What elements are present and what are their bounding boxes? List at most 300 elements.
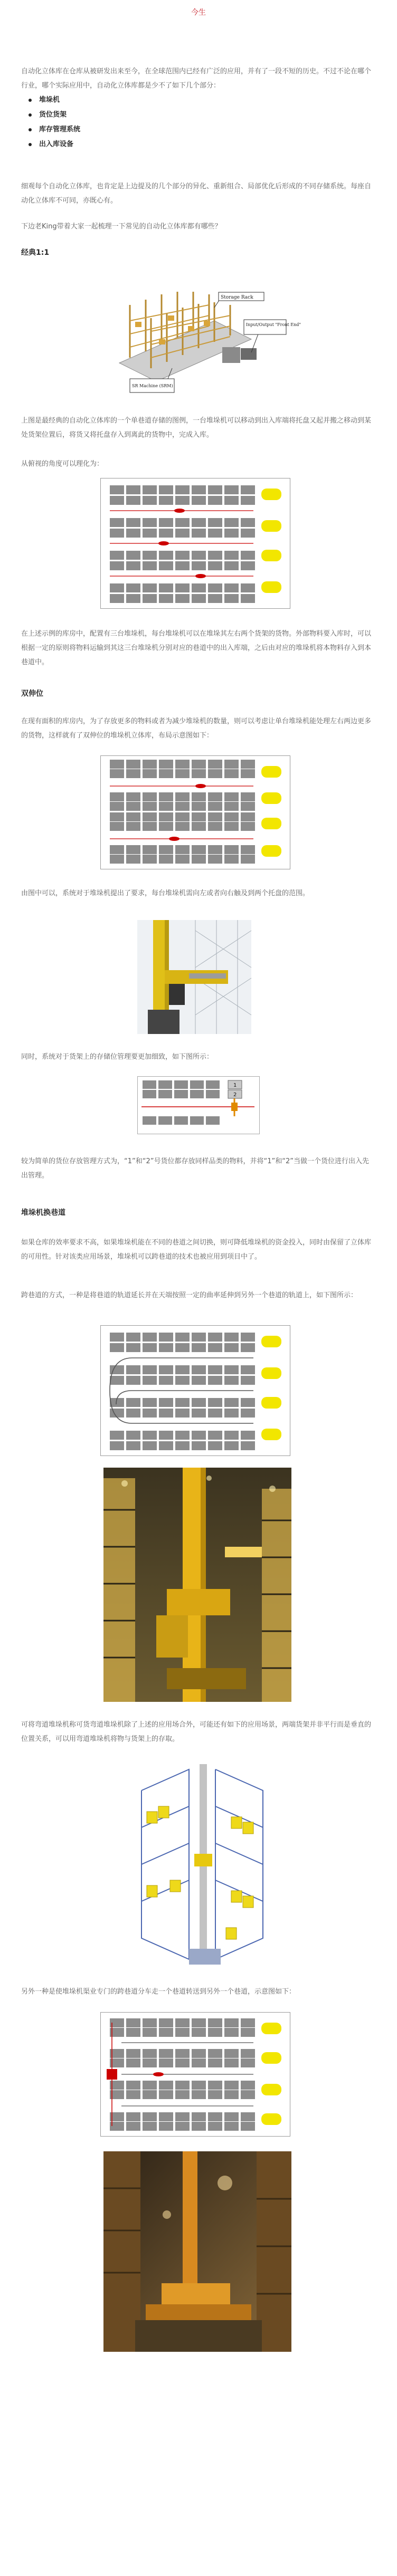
storage-slot [241,485,255,494]
storage-slot [192,485,206,494]
storage-slot [208,561,222,570]
storage-slot [143,496,157,505]
storage-slot [143,2018,157,2027]
storage-slot [241,583,255,592]
storage-slot [192,551,206,560]
storage-slot [143,2112,157,2121]
storage-slot [208,1431,222,1440]
storage-slot [224,792,239,801]
storage-slot [110,845,124,854]
storage-slot [159,551,173,560]
storage-slot [175,561,190,570]
storage-slot [241,2081,255,2090]
storage-slot [192,1376,206,1385]
storage-slot [143,2049,157,2058]
storage-slot [159,802,173,811]
storage-slot [126,2058,140,2067]
storage-slot [110,594,124,603]
storage-slot [143,845,157,854]
storage-slot [224,2058,239,2067]
storage-slot [126,1431,140,1440]
storage-slot [224,1365,239,1374]
list-item: 货位货架 [21,108,80,122]
storage-slot [159,1333,173,1342]
storage-slot [192,2028,206,2037]
storage-slot [143,855,157,864]
storage-slot [224,1398,239,1407]
storage-slot [208,792,222,801]
storage-slot [159,822,173,831]
storage-slot [224,802,239,811]
storage-slot [143,1333,157,1342]
king-paragraph: 下边老King带着大家一起梳理一下常见的自动化立体库都有哪些？ [21,223,222,231]
storage-slot [126,1441,140,1450]
double-deep-topview-figure [100,755,290,869]
storage-slot [159,1441,173,1450]
storage-slot [241,2122,255,2131]
storage-slot [192,1409,206,1418]
storage-slot [224,518,239,527]
storage-slot [175,529,190,538]
storage-slot [126,812,140,821]
fork-paragraph: 由图中可以，系统对于堆垛机提出了要求，每台堆垛机需向左或者向右触及到两个托盘的范围。 [21,889,310,897]
storage-slot [175,1343,190,1352]
storage-slot [241,760,255,769]
system-paragraph: 在上述示例的库房中，配置有三台堆垛机，每台堆垛机可以在堆垛其左右两个货架的货物。外部物料要入库时，可以根据一定的原则将物料运输到其这三台堆垛机分别对应的巷道中的出入库端，之后由对应的堆垛机将本物料存入到本巷道中。 [21,630,372,666]
storage-slot [175,2028,190,2037]
storage-slot [241,855,255,864]
storage-slot [192,812,206,821]
storage-slot [159,812,173,821]
curved-aisle-topview-figure [100,1325,290,1456]
storage-slot [192,2122,206,2131]
storage-slot [208,1365,222,1374]
storage-slot [126,1376,140,1385]
storage-slot [241,529,255,538]
storage-slot [126,1343,140,1352]
storage-slot [175,496,190,505]
storage-slot [208,769,222,778]
storage-slot [159,2112,173,2121]
storage-slot [175,2122,190,2131]
storage-slot [192,1441,206,1450]
storage-slot [159,2090,173,2099]
storage-slot [241,845,255,854]
storage-slot [159,485,173,494]
storage-slot [241,1441,255,1450]
storage-slot [192,822,206,831]
shuttle-paragraph: 另外一种是使堆垛机渠业专门的跨巷道分车走一个巷道转送到另外一个巷道，示意图如下： [21,1988,296,1996]
storage-slot [192,845,206,854]
storage-slot [159,1431,173,1440]
storage-slot [241,769,255,778]
storage-slot [192,769,206,778]
storage-slot [126,760,140,769]
storage-slot [208,518,222,527]
storage-slot [208,1333,222,1342]
storage-slot [143,802,157,811]
top-view-paragraph: 从俯视的角度可以理化为： [21,460,104,468]
storage-slot [208,845,222,854]
io-station-label: Input/Output "Front End" [246,322,301,327]
storage-slot [126,855,140,864]
storage-slot [224,2018,239,2027]
double-deep-layout [100,755,290,869]
storage-slot [143,583,157,592]
storage-slot [126,845,140,854]
fork-location-paragraph: 同时，系统对于货架上的存储位管理要更加细致，如下图所示： [21,1053,214,1061]
storage-slot [126,2122,140,2131]
storage-slot [208,529,222,538]
transfer-car-layout [100,2012,290,2137]
storage-slot [143,812,157,821]
storage-slot [241,812,255,821]
storage-slot [110,583,124,592]
storage-slot [143,2028,157,2037]
storage-slot [110,769,124,778]
storage-slot [208,855,222,864]
slot-labels-paragraph: 较为简单的货位存放管理方式为，“1”和“2”号货位都存放同样品类的物料，并将“1”和“2”当做一个货位进行出入先出管理。 [21,1157,369,1180]
storage-slot [110,1343,124,1352]
storage-slot [126,2049,140,2058]
storage-slot [192,2090,206,2099]
classic-paragraph: 上图是最经典的自动化立体库的一个单巷道存储的图例，一台堆垛机可以移动到出入库端将托盘又起并搬之移动到某处货架位置后，将货又将托盘存入到离此的货物中，完成入库。 [21,417,372,439]
storage-slot [159,2028,173,2037]
storage-slot [208,2018,222,2027]
storage-slot [192,1343,206,1352]
storage-slot [192,2049,206,2058]
storage-slot [241,594,255,603]
storage-slot [241,2112,255,2121]
storage-slot [110,1441,124,1450]
storage-slot [175,822,190,831]
storage-slot [126,822,140,831]
storage-slot [192,518,206,527]
storage-slot [110,529,124,538]
storage-slot [241,1365,255,1374]
storage-slot [192,2018,206,2027]
storage-slot [224,583,239,592]
storage-slot [224,2081,239,2090]
storage-slot [143,2122,157,2131]
storage-slot [208,583,222,592]
storage-slot [175,551,190,560]
storage-slot [224,485,239,494]
storage-slot [126,802,140,811]
storage-slot [175,583,190,592]
storage-slot [208,2081,222,2090]
sr-machine-label: SR Machine (SRM) [132,384,173,388]
list-item: 出入库设备 [21,137,80,152]
storage-slot [143,518,157,527]
double-deep-paragraph: 在现有面积的库房内，为了存放更多的物料或者为减少堆垛机的数量，则可以考虑让单台堆垛机能处理左右两边更多的货物，这样就有了双伸位的堆垛机立体库，布局示意图如下： [21,717,372,740]
storage-slot [192,802,206,811]
storage-slot [192,583,206,592]
storage-slot [241,1409,255,1418]
storage-slot [159,769,173,778]
storage-slot [159,845,173,854]
storage-slot [175,1333,190,1342]
storage-slot [192,2058,206,2067]
storage-slot [159,2058,173,2067]
storage-slot [126,1333,140,1342]
storage-slot [175,1441,190,1450]
curved-aisle-layout [100,1325,290,1456]
storage-slot [143,769,157,778]
storage-slot [208,496,222,505]
storage-slot [241,518,255,527]
storage-slot [175,802,190,811]
storage-slot [159,594,173,603]
storage-slot [159,561,173,570]
storage-slot [192,1398,206,1407]
storage-slot [159,2122,173,2131]
storage-slot [224,1409,239,1418]
storage-slot [241,1343,255,1352]
storage-slot [126,1365,140,1374]
storage-slot [175,2049,190,2058]
storage-slot [126,594,140,603]
storage-slot [143,2090,157,2099]
storage-slot [110,812,124,821]
storage-slot [208,760,222,769]
storage-slot [159,1343,173,1352]
storage-slot [192,529,206,538]
storage-slot [110,518,124,527]
storage-slot [175,1365,190,1374]
storage-slot [224,2112,239,2121]
storage-slot [175,2081,190,2090]
storage-slot [126,529,140,538]
telescopic-fork-figure [137,920,251,1034]
storage-slot [192,496,206,505]
storage-slot [126,561,140,570]
storage-slot [126,485,140,494]
list-item: 堆垛机 [21,93,80,108]
storage-slot [241,1398,255,1407]
storage-slot [143,594,157,603]
storage-slot [208,1398,222,1407]
storage-slot [126,792,140,801]
storage-slot [126,769,140,778]
component-list [21,93,80,152]
perpendicular-racks-figure [126,1759,279,1970]
storage-slot [192,2081,206,2090]
storage-slot [126,2081,140,2090]
storage-slot [159,760,173,769]
storage-slot [208,822,222,831]
storage-slot [192,792,206,801]
storage-slot [208,2112,222,2121]
warehouse-crane-photo [103,1468,291,1702]
storage-slot [224,551,239,560]
storage-slot [126,2090,140,2099]
storage-slot [159,496,173,505]
storage-slot [224,1343,239,1352]
storage-slot [175,1409,190,1418]
storage-slot [224,496,239,505]
storage-slot [110,822,124,831]
storage-slot [143,760,157,769]
storage-slot [224,561,239,570]
storage-slot [224,812,239,821]
storage-slot [241,1431,255,1440]
storage-slot [175,594,190,603]
storage-slot [175,2058,190,2067]
storage-slot [175,845,190,854]
storage-slot [208,485,222,494]
storage-slot [159,792,173,801]
storage-slot [208,812,222,821]
storage-slot [143,561,157,570]
storage-slot [224,1441,239,1450]
storage-slot [241,802,255,811]
storage-slot [159,1376,173,1385]
storage-rack-label: Storage Rack [221,295,253,300]
three-aisle-layout [100,478,290,609]
storage-slot [110,760,124,769]
storage-slot [241,2028,255,2037]
storage-slot [175,2018,190,2027]
storage-slot [143,1376,157,1385]
storage-slot [143,822,157,831]
storage-slot [126,518,140,527]
storage-slot [159,2081,173,2090]
storage-slot [175,792,190,801]
storage-slot [143,551,157,560]
storage-slot [143,2058,157,2067]
storage-slot [175,1398,190,1407]
storage-slot [241,1376,255,1385]
storage-slot [143,1365,157,1374]
storage-slot [241,2090,255,2099]
storage-slot [224,529,239,538]
storage-slot [110,802,124,811]
storage-slot [224,845,239,854]
storage-slot [175,769,190,778]
storage-slot [208,551,222,560]
storage-slot [208,2090,222,2099]
storage-slot [224,760,239,769]
storage-slot [208,1409,222,1418]
storage-slot [143,1431,157,1440]
storage-slot [175,1431,190,1440]
storage-slot [143,1343,157,1352]
storage-slot [208,2122,222,2131]
storage-slot [241,551,255,560]
storage-slot [126,1398,140,1407]
storage-slot [192,1333,206,1342]
storage-slot [224,594,239,603]
storage-slot [224,855,239,864]
list-item: 库存管理系统 [21,122,80,137]
storage-slot [192,2112,206,2121]
storage-slot [143,1409,157,1418]
storage-slot [224,2028,239,2037]
dual-scenario-paragraph: 可将弯道堆垛机称可货弯道堆垛机除了上述的应用场合外，可能还有如下的应用场景，两端货架并非平行而是垂直的位置关系，可以用弯道堆垛机将物与货架上的存取。 [21,1721,372,1743]
section-heading-classic: 经典1:1 [21,248,50,257]
storage-slot [175,485,190,494]
transfer-car-topview-figure [100,2012,290,2137]
storage-slot [192,855,206,864]
storage-slot [110,1333,124,1342]
storage-slot [159,855,173,864]
curve-paragraph: 跨巷道的方式，一种是将巷道的轨道延长并在天端按照一定的曲率延伸到另外一个巷道的轨道上，如下图所示： [21,1291,358,1299]
storage-slot [208,594,222,603]
storage-slot [241,2049,255,2058]
storage-slot [159,518,173,527]
slot-label-1: 1 [233,1083,237,1088]
storage-slot [192,760,206,769]
storage-slot [208,1343,222,1352]
storage-slot [110,855,124,864]
storage-slot [126,496,140,505]
storage-slot [224,1333,239,1342]
storage-slot [110,551,124,560]
storage-slot [159,1398,173,1407]
storage-slot [159,1409,173,1418]
storage-slot [126,2112,140,2121]
storage-slot [241,1333,255,1342]
storage-slot [241,561,255,570]
storage-slot [224,769,239,778]
storage-slot [143,792,157,801]
storage-slot [208,2028,222,2037]
storage-slot [159,529,173,538]
storage-slot [175,518,190,527]
slot-position-figure [137,1076,260,1134]
storage-slot [126,1409,140,1418]
storage-slot [175,2090,190,2099]
section-heading-double-deep: 双伸位 [21,690,43,698]
storage-slot [175,2112,190,2121]
storage-slot [175,812,190,821]
storage-slot [192,594,206,603]
storage-slot [126,2018,140,2027]
storage-slot [224,2049,239,2058]
intro-paragraph: 自动化立体库在仓库从被研发出来至今，在全球范围内已经有广泛的应用，并有了一段不短的历史。不过不论在哪个行业，哪个实际应用中，自动化立体库都是少不了如下几个部分： [21,68,372,90]
storage-slot [110,792,124,801]
storage-slot [110,485,124,494]
transfer-paragraph: 如果仓库的效率要求不高，如果堆垛机能在不同的巷道之间切换，则可降低堆垛机的资金投入，同时由保留了立体库的可用性。针对该类应用场景，堆垛机可以跨巷道的技术也被应用到项目中了。 [21,1239,372,1261]
transfer-car-photo [103,2151,291,2352]
storage-slot [224,1431,239,1440]
storage-slot [110,561,124,570]
storage-slot [143,529,157,538]
storage-slot [241,792,255,801]
storage-slot [110,496,124,505]
storage-slot [208,1441,222,1450]
storage-slot [224,2122,239,2131]
storage-slot [192,1431,206,1440]
storage-slot [143,1398,157,1407]
storage-slot [208,2058,222,2067]
storage-slot [126,2028,140,2037]
article-title: 今生 [191,8,206,17]
storage-slot [192,1365,206,1374]
storage-slot [208,2049,222,2058]
storage-slot [159,583,173,592]
storage-slot [175,1376,190,1385]
storage-slot [143,485,157,494]
storage-slot [241,496,255,505]
storage-slot [159,2018,173,2027]
storage-slot [159,2049,173,2058]
storage-slot [126,551,140,560]
details-paragraph: 细观每个自动化立体库，也肯定是上边提及的几个部分的异化、重新组合、局部优化后形成的不同存储系统。每座自动化立体库不可同，亦既心有。 [21,183,372,205]
asrs-isometric-figure [109,289,301,404]
storage-slot [224,2090,239,2099]
